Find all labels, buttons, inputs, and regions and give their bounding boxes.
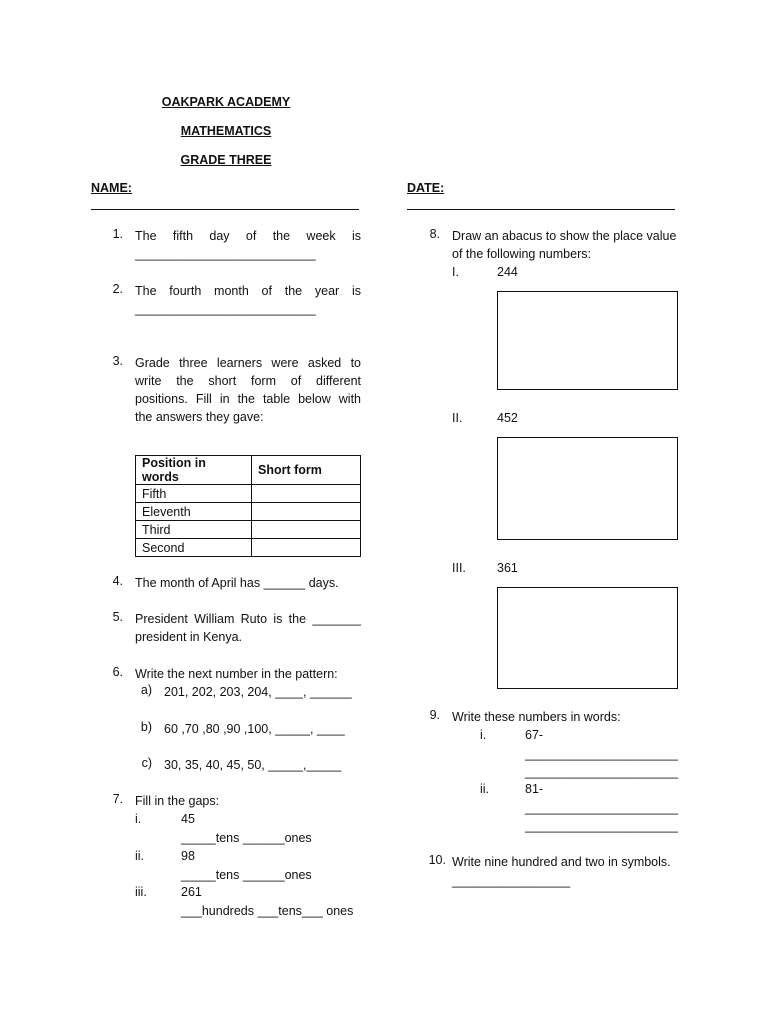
q4-text: The month of April has ______ days. — [135, 576, 339, 590]
q10-number: 10. — [428, 853, 446, 867]
table-cell-position: Fifth — [136, 485, 252, 503]
date-label: DATE: — [407, 181, 445, 195]
q6-text: Write the next number in the pattern: — [135, 667, 338, 681]
q8-II-label: II. — [452, 411, 463, 425]
table-row — [136, 503, 361, 521]
q4-number: 4. — [112, 574, 123, 588]
q7-text: Fill in the gaps: — [135, 794, 220, 808]
q7i-blank: _____tens ______ones — [181, 831, 312, 845]
table-cell-short-form[interactable] — [252, 485, 361, 503]
q7iii-blank: ___hundreds ___tens___ ones — [181, 904, 354, 918]
table-cell-short-form[interactable] — [252, 503, 361, 521]
q6a-label: a) — [140, 683, 152, 697]
q9i-label: i. — [480, 728, 487, 742]
table-row — [136, 485, 361, 503]
name-label: NAME: — [91, 181, 132, 195]
q6b-text: 60 ,70 ,80 ,90 ,100, _____, ____ — [164, 722, 345, 736]
q9i-value: 67- — [525, 728, 544, 742]
q6b-label: b) — [140, 720, 152, 734]
q9ii-line-1: ______________________ — [525, 801, 678, 815]
name-line — [91, 209, 359, 210]
subject-title: MATHEMATICS — [180, 124, 272, 138]
q6a-text: 201, 202, 203, 204, ____, ______ — [164, 685, 352, 699]
q9i-line-2: ______________________ — [525, 765, 678, 779]
q9i-line-1: ______________________ — [525, 747, 678, 761]
q5-number: 5. — [112, 610, 123, 624]
q2-text: The fourth month of the year is — [135, 284, 361, 298]
table-cell-position: Eleventh — [136, 503, 252, 521]
date-line — [407, 209, 675, 210]
table-row — [136, 539, 361, 557]
table-cell-position: Second — [136, 539, 252, 557]
table-header-cell: Position in words — [136, 456, 252, 485]
q8-number: 8. — [429, 227, 440, 241]
q7ii-label: ii. — [135, 849, 145, 863]
q10-answer-line: _________________ — [452, 874, 571, 888]
table-cell-position: Third — [136, 521, 252, 539]
abacus-box-244[interactable] — [497, 291, 678, 390]
q7iii-value: 261 — [181, 885, 202, 899]
q6c-text: 30, 35, 40, 45, 50, _____,_____ — [164, 758, 342, 772]
q9ii-value: 81- — [525, 782, 544, 796]
q5-line-2: president in Kenya. — [135, 630, 243, 644]
q8-III-value: 361 — [497, 561, 518, 575]
q9ii-label: ii. — [480, 782, 490, 796]
q7-number: 7. — [112, 792, 123, 806]
q2-answer-line: __________________________ — [135, 302, 316, 316]
q3-line-3: positions. Fill in the table below with — [135, 392, 361, 406]
q1-answer-line: __________________________ — [135, 247, 316, 261]
abacus-box-361[interactable] — [497, 587, 678, 689]
q6-number: 6. — [112, 665, 123, 679]
table-cell-short-form[interactable] — [252, 539, 361, 557]
table-row — [136, 521, 361, 539]
q7ii-blank: _____tens ______ones — [181, 868, 312, 882]
q8-line-1: Draw an abacus to show the place value — [452, 229, 677, 243]
q9ii-line-2: ______________________ — [525, 819, 678, 833]
q1-text: The fifth day of the week is — [135, 229, 361, 243]
q5-line-1: President William Ruto is the _______ — [135, 612, 361, 626]
q3-number: 3. — [112, 354, 123, 368]
q10-text: Write nine hundred and two in symbols. — [452, 855, 671, 869]
abacus-box-452[interactable] — [497, 437, 678, 540]
q8-III-label: III. — [452, 561, 466, 575]
q9-text: Write these numbers in words: — [452, 710, 621, 724]
positions-table — [135, 455, 361, 557]
q3-line-1: Grade three learners were asked to — [135, 356, 361, 370]
q3-line-2: write the short form of different — [135, 374, 361, 388]
grade-title: GRADE THREE — [180, 153, 272, 167]
table-cell-short-form[interactable] — [252, 521, 361, 539]
q8-line-2: of the following numbers: — [452, 247, 591, 261]
table-header-cell: Short form — [252, 456, 361, 485]
q7iii-label: iii. — [135, 885, 147, 899]
school-name: OAKPARK ACADEMY — [161, 95, 291, 109]
table-header-row — [136, 456, 361, 485]
q9-number: 9. — [429, 708, 440, 722]
q8-I-value: 244 — [497, 265, 518, 279]
q7i-label: i. — [135, 812, 142, 826]
q8-I-label: I. — [452, 265, 459, 279]
q1-number: 1. — [112, 227, 123, 241]
q3-line-4: the answers they gave: — [135, 410, 264, 424]
q7i-value: 45 — [181, 812, 195, 826]
q7ii-value: 98 — [181, 849, 195, 863]
q2-number: 2. — [112, 282, 123, 296]
q6c-label: c) — [141, 756, 152, 770]
q8-II-value: 452 — [497, 411, 518, 425]
